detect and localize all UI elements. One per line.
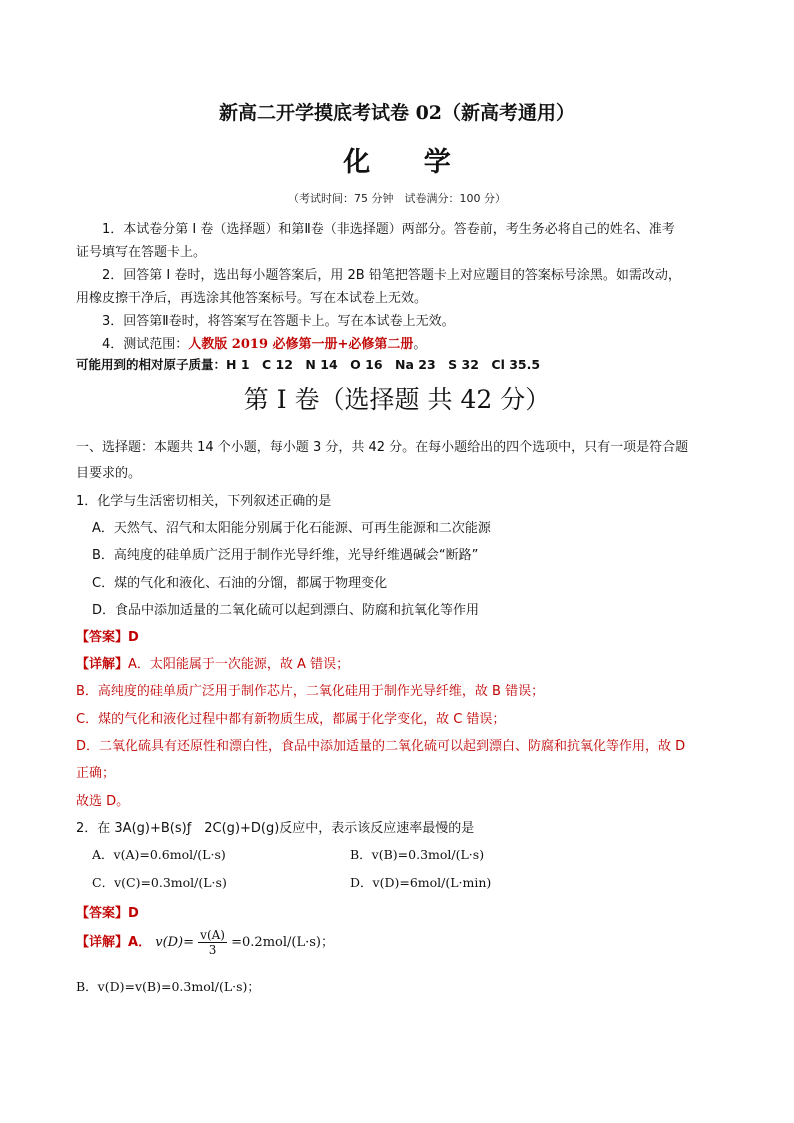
instruction-2: 2．回答第 I 卷时，选出每小题答案后，用 2B 铅笔把答题卡上对应题目的答案标号涂黑。如需改动， <box>102 268 681 283</box>
q1-detail-a <box>76 653 349 672</box>
instruction-2-cont: 用橡皮擦干净后，再选涂其他答案标号。写在本试卷上无效。 <box>76 291 428 306</box>
q2-option-a: A．v(A)=0.6mol/(L·s) <box>92 847 226 862</box>
q1-answer-value: D <box>128 630 139 645</box>
q1-option-b: B．高纯度的硅单质广泛用于制作光导纤维，光导纤维遇碱会“断路” <box>92 548 479 563</box>
q1-conclusion: 故选 D。 <box>76 794 130 809</box>
q1-answer-label: 【答案】 <box>76 630 129 645</box>
q1-option-a: A．天然气、沼气和太阳能分别属于化石能源、可再生能源和二次能源 <box>92 521 491 536</box>
subject-title: 化 学 <box>343 147 473 178</box>
q2-detail-b: B．v(D)=v(B)=0.3mol/(L·s)； <box>76 979 260 994</box>
exam-title: 新高二开学摸底考试卷 02（新高考通用） <box>218 102 576 124</box>
q2-option-d: D．v(D)=6mol/(L·min) <box>350 875 492 890</box>
q2-fraction <box>198 928 227 957</box>
atomic-mass: 可能用到的相对原子质量：H 1 C 12 N 14 O 16 Na 23 S 32 Cl 35.5 <box>76 357 541 372</box>
q2-option-c: C．v(C)=0.3mol/(L·s) <box>92 875 227 890</box>
q2-stem: 2．在 3A(g)+B(s)ƒ 2C(g)+D(g)反应中，表示该反应速率最慢的是 <box>76 821 475 836</box>
q1-stem: 1．化学与生活密切相关，下列叙述正确的是 <box>76 494 332 509</box>
section-intro-2: 目要求的。 <box>76 466 142 481</box>
q1-detail-c: C．煤的气化和液化过程中都有新物质生成，都属于化学变化，故 C 错误； <box>76 712 506 727</box>
q1-option-d: D．食品中添加适量的二氧化硫可以起到漂白、防腐和抗氧化等作用 <box>92 603 480 618</box>
q1-detail-d: D．二氧化硫具有还原性和漂白性，食品中添加适量的二氧化硫可以起到漂白、防腐和抗氧化等作用，故 D <box>76 739 686 754</box>
q2-answer <box>76 902 139 921</box>
scope-prefix: 4．测试范围： <box>102 337 189 352</box>
q2-option-b: B．v(B)=0.3mol/(L·s) <box>350 847 485 862</box>
scope-suffix: 。 <box>413 337 427 352</box>
section-title: 第 I 卷（选择题 共 42 分） <box>243 385 551 414</box>
q2-detail-a <box>76 928 334 957</box>
instruction-1: 1．本试卷分第 I 卷（选择题）和第Ⅱ卷（非选择题）两部分。答卷前，考生务必将自己的姓名、准考 <box>102 222 675 237</box>
section-intro-1: 一、选择题：本题共 14 个小题，每小题 3 分，共 42 分。在每小题给出的四个选项中，只有一项是符合题 <box>76 440 689 455</box>
q2-detail-a-lhs: v(D)= <box>155 935 195 950</box>
q2-fraction-denominator: 3 <box>208 943 217 957</box>
instruction-1-cont: 证号填写在答题卡上。 <box>76 245 207 260</box>
q2-detail-a-rhs: =0.2mol/(L·s)； <box>231 935 334 950</box>
q2-answer-value: D <box>128 906 139 921</box>
q2-fraction-numerator: v(A) <box>200 928 225 942</box>
q2-detail-label: 【详解】 <box>76 935 129 950</box>
instruction-3: 3．回答第Ⅱ卷时，将答案写在答题卡上。写在本试卷上无效。 <box>102 314 455 329</box>
q2-detail-a-prefix: A． <box>128 935 152 950</box>
q1-detail-label: 【详解】 <box>76 657 129 672</box>
q1-detail-a-text: A．太阳能属于一次能源，故 A 错误； <box>128 657 350 672</box>
q1-detail-b: B．高纯度的硅单质广泛用于制作芯片，二氧化硅用于制作光导纤维，故 B 错误； <box>76 684 545 699</box>
instruction-4 <box>102 333 426 352</box>
q2-answer-label: 【答案】 <box>76 906 129 921</box>
q1-detail-d-cont: 正确； <box>76 766 116 781</box>
exam-meta: （考试时间：75 分钟 试卷满分：100 分） <box>288 192 506 205</box>
q1-option-c: C．煤的气化和液化、石油的分馏，都属于物理变化 <box>92 576 388 591</box>
scope-value: 人教版 2019 必修第一册+必修第二册 <box>188 337 414 352</box>
q1-answer <box>76 626 139 645</box>
